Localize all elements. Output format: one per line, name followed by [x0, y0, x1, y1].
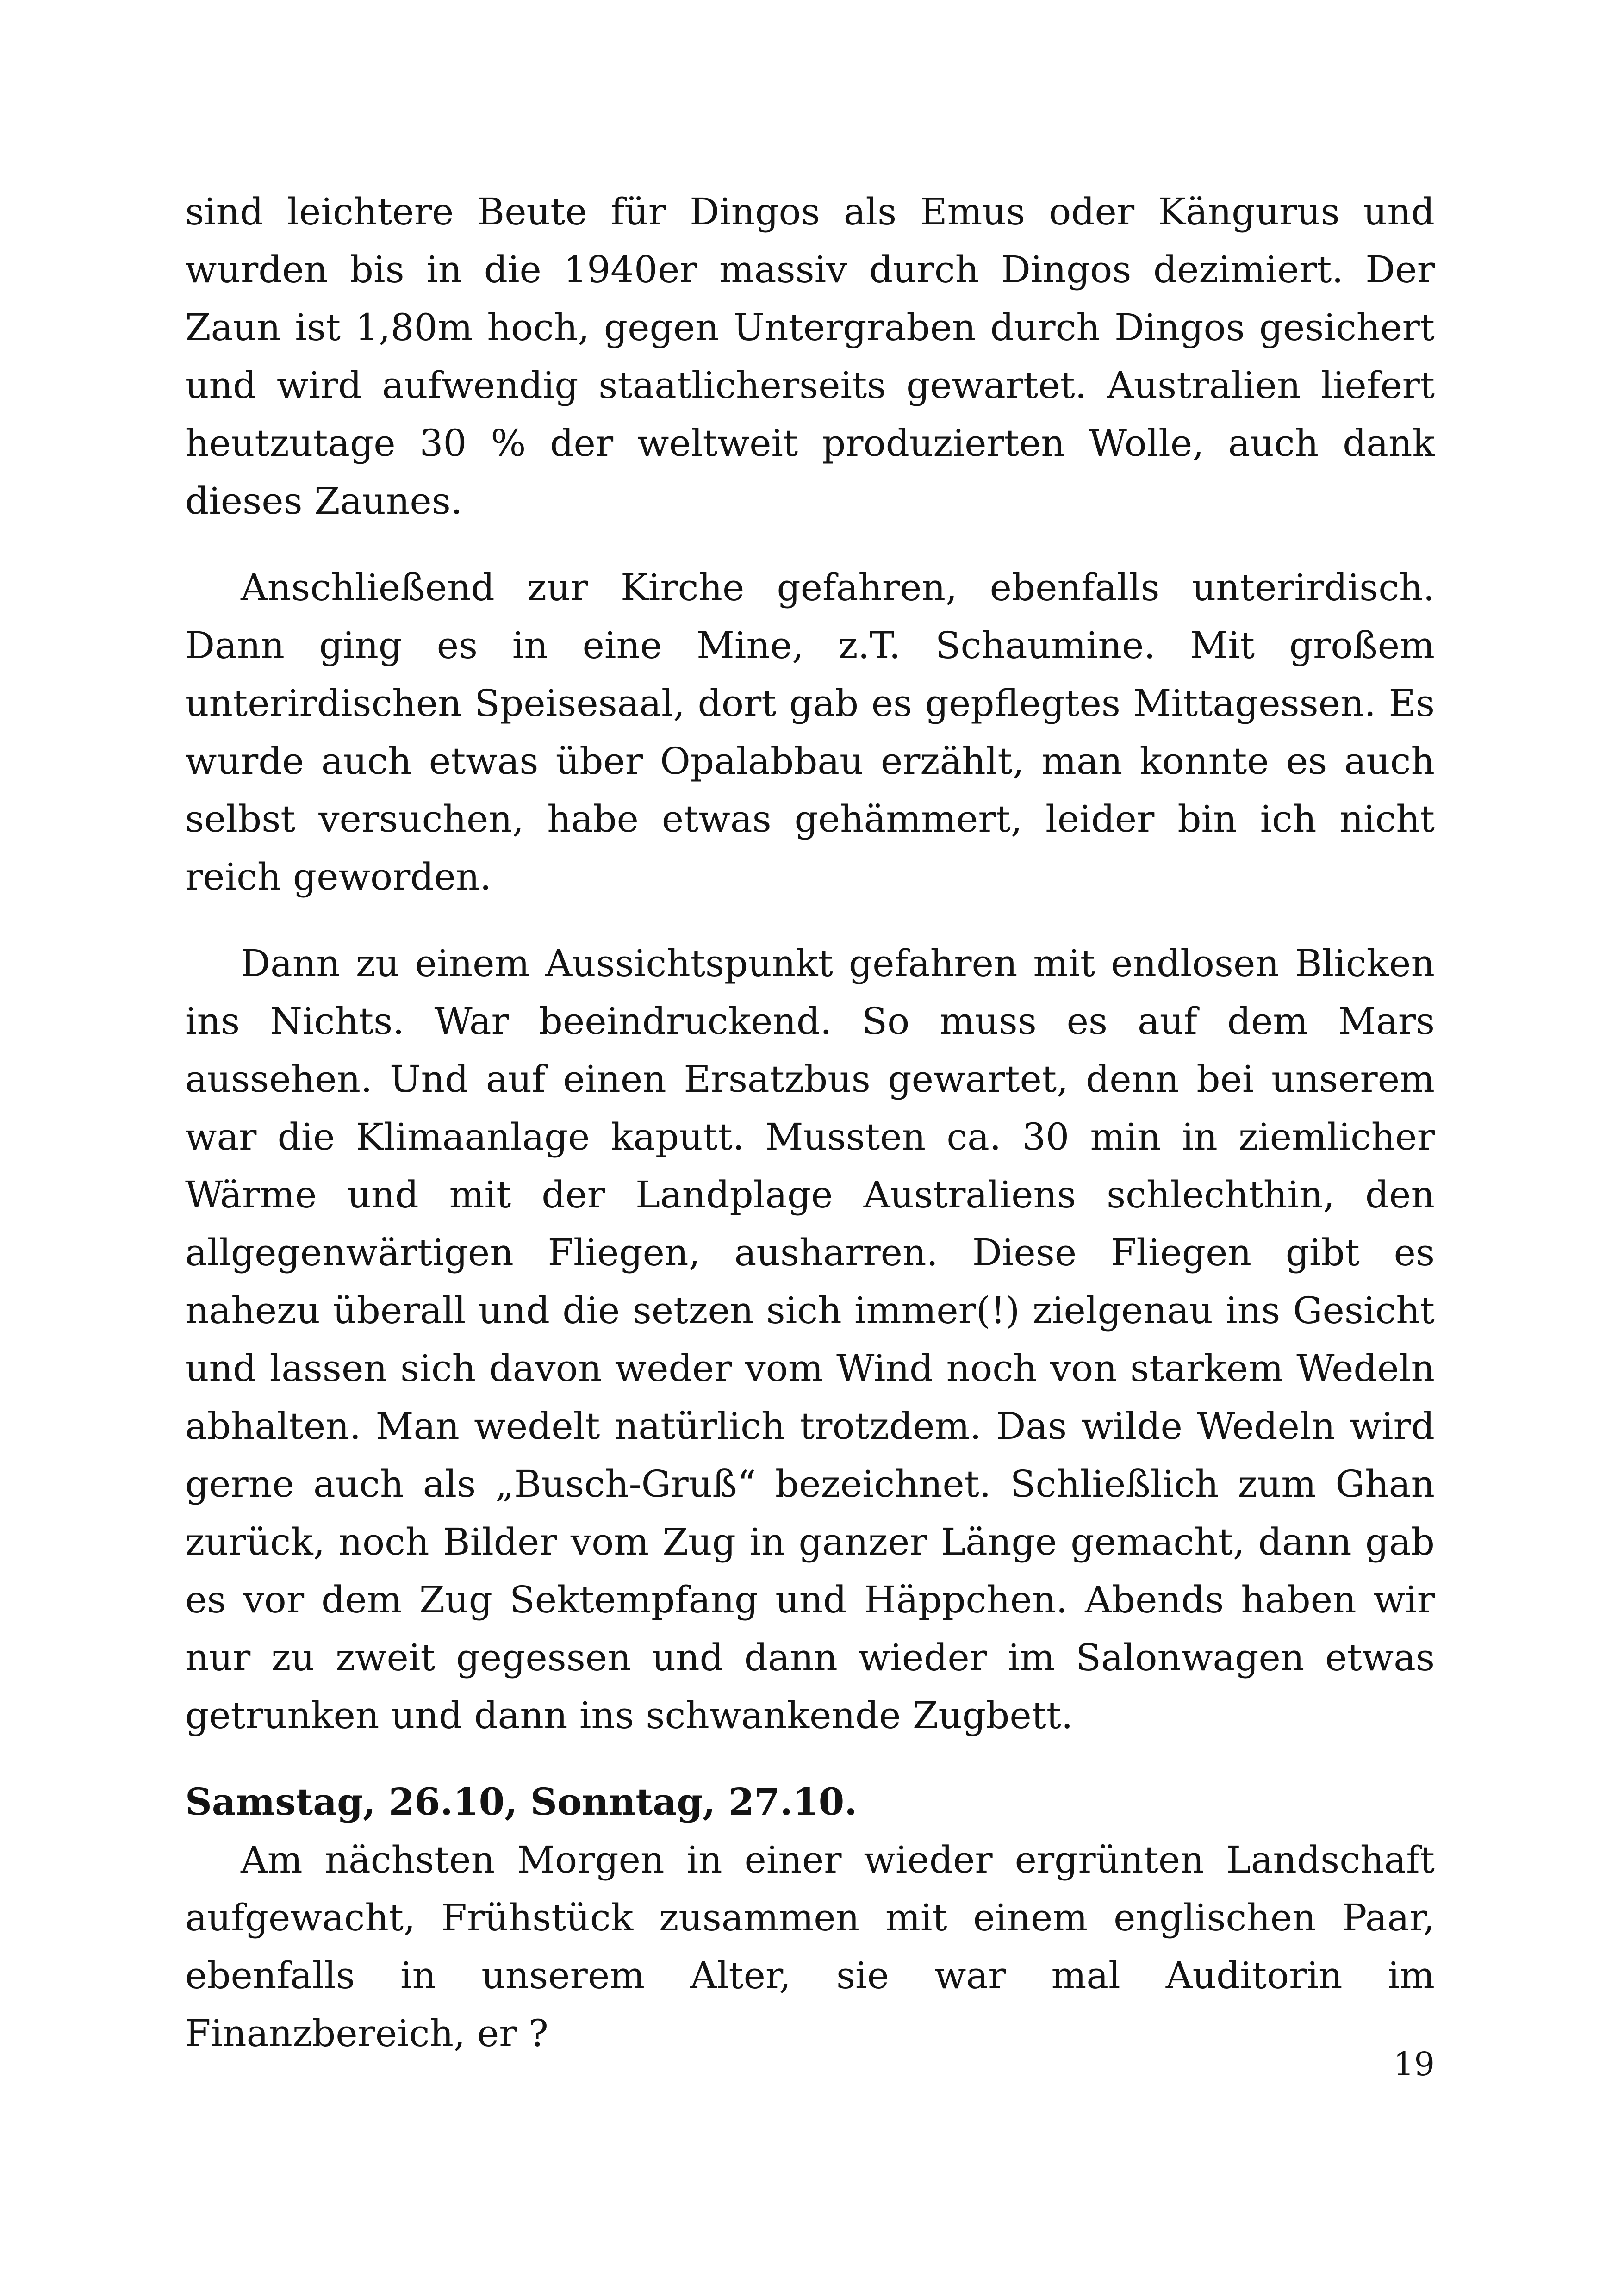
- section-heading: Samstag, 26.10, Sonntag, 27.10.: [185, 1780, 858, 1823]
- paragraph-4: Am nächsten Morgen in einer wieder ergrünten Landschaft aufgewacht, Frühstück zusammen mit einem englischen Paar, ebenfalls in unserem Alter, sie war mal Auditorin im Finanzbereich, er ?: [185, 1838, 1435, 2055]
- page-number: 19: [1393, 2045, 1435, 2083]
- paragraph-1: sind leichtere Beute für Dingos als Emus oder Kängurus und wurden bis in die 1940er massiv durch Dingos dezimiert. Der Zaun ist 1,80m hoch, gegen Untergraben durch Dingos gesichert und wird aufwendig staatlicherseits gewartet. Australien liefert heutzutage 30 % der weltweit produzierten Wolle, auch dank dieses Zaunes.: [185, 190, 1435, 523]
- body-text: [185, 183, 1435, 2062]
- paragraph-2: Anschließend zur Kirche gefahren, ebenfalls unterirdisch. Dann ging es in eine Mine, z.T. Schaumine. Mit großem unterirdischen Speisesaal, dort gab es gepflegtes Mittagessen. Es wurde auch etwas über Opalabbau erzählt, man konnte es auch selbst versuchen, habe etwas gehämmert, leider bin ich nicht reich geworden.: [185, 566, 1435, 898]
- paragraph-3: Dann zu einem Aussichtspunkt gefahren mit endlosen Blicken ins Nichts. War beeindruckend. So muss es auf dem Mars aussehen. Und auf einen Ersatzbus gewartet, denn bei unserem war die Klimaanlage kaputt. Mussten ca. 30 min in ziemlicher Wärme und mit der Landplage Australiens schlechthin, den allgegenwärtigen Fliegen, ausharren. Diese Fliegen gibt es nahezu überall und die setzen sich immer(!) zielgenau ins Gesicht und lassen sich davon weder vom Wind noch von starkem Wedeln abhalten. Man wedelt natürlich trotzdem. Das wilde Wedeln wird gerne auch als „Busch-Gruß“ bezeichnet. Schließlich zum Ghan zurück, noch Bilder vom Zug in ganzer Länge gemacht, dann gab es vor dem Zug Sektempfang und Häppchen. Abends haben wir nur zu zweit gegessen und dann wieder im Salonwagen etwas getrunken und dann ins schwankende Zugbett.: [185, 942, 1435, 1737]
